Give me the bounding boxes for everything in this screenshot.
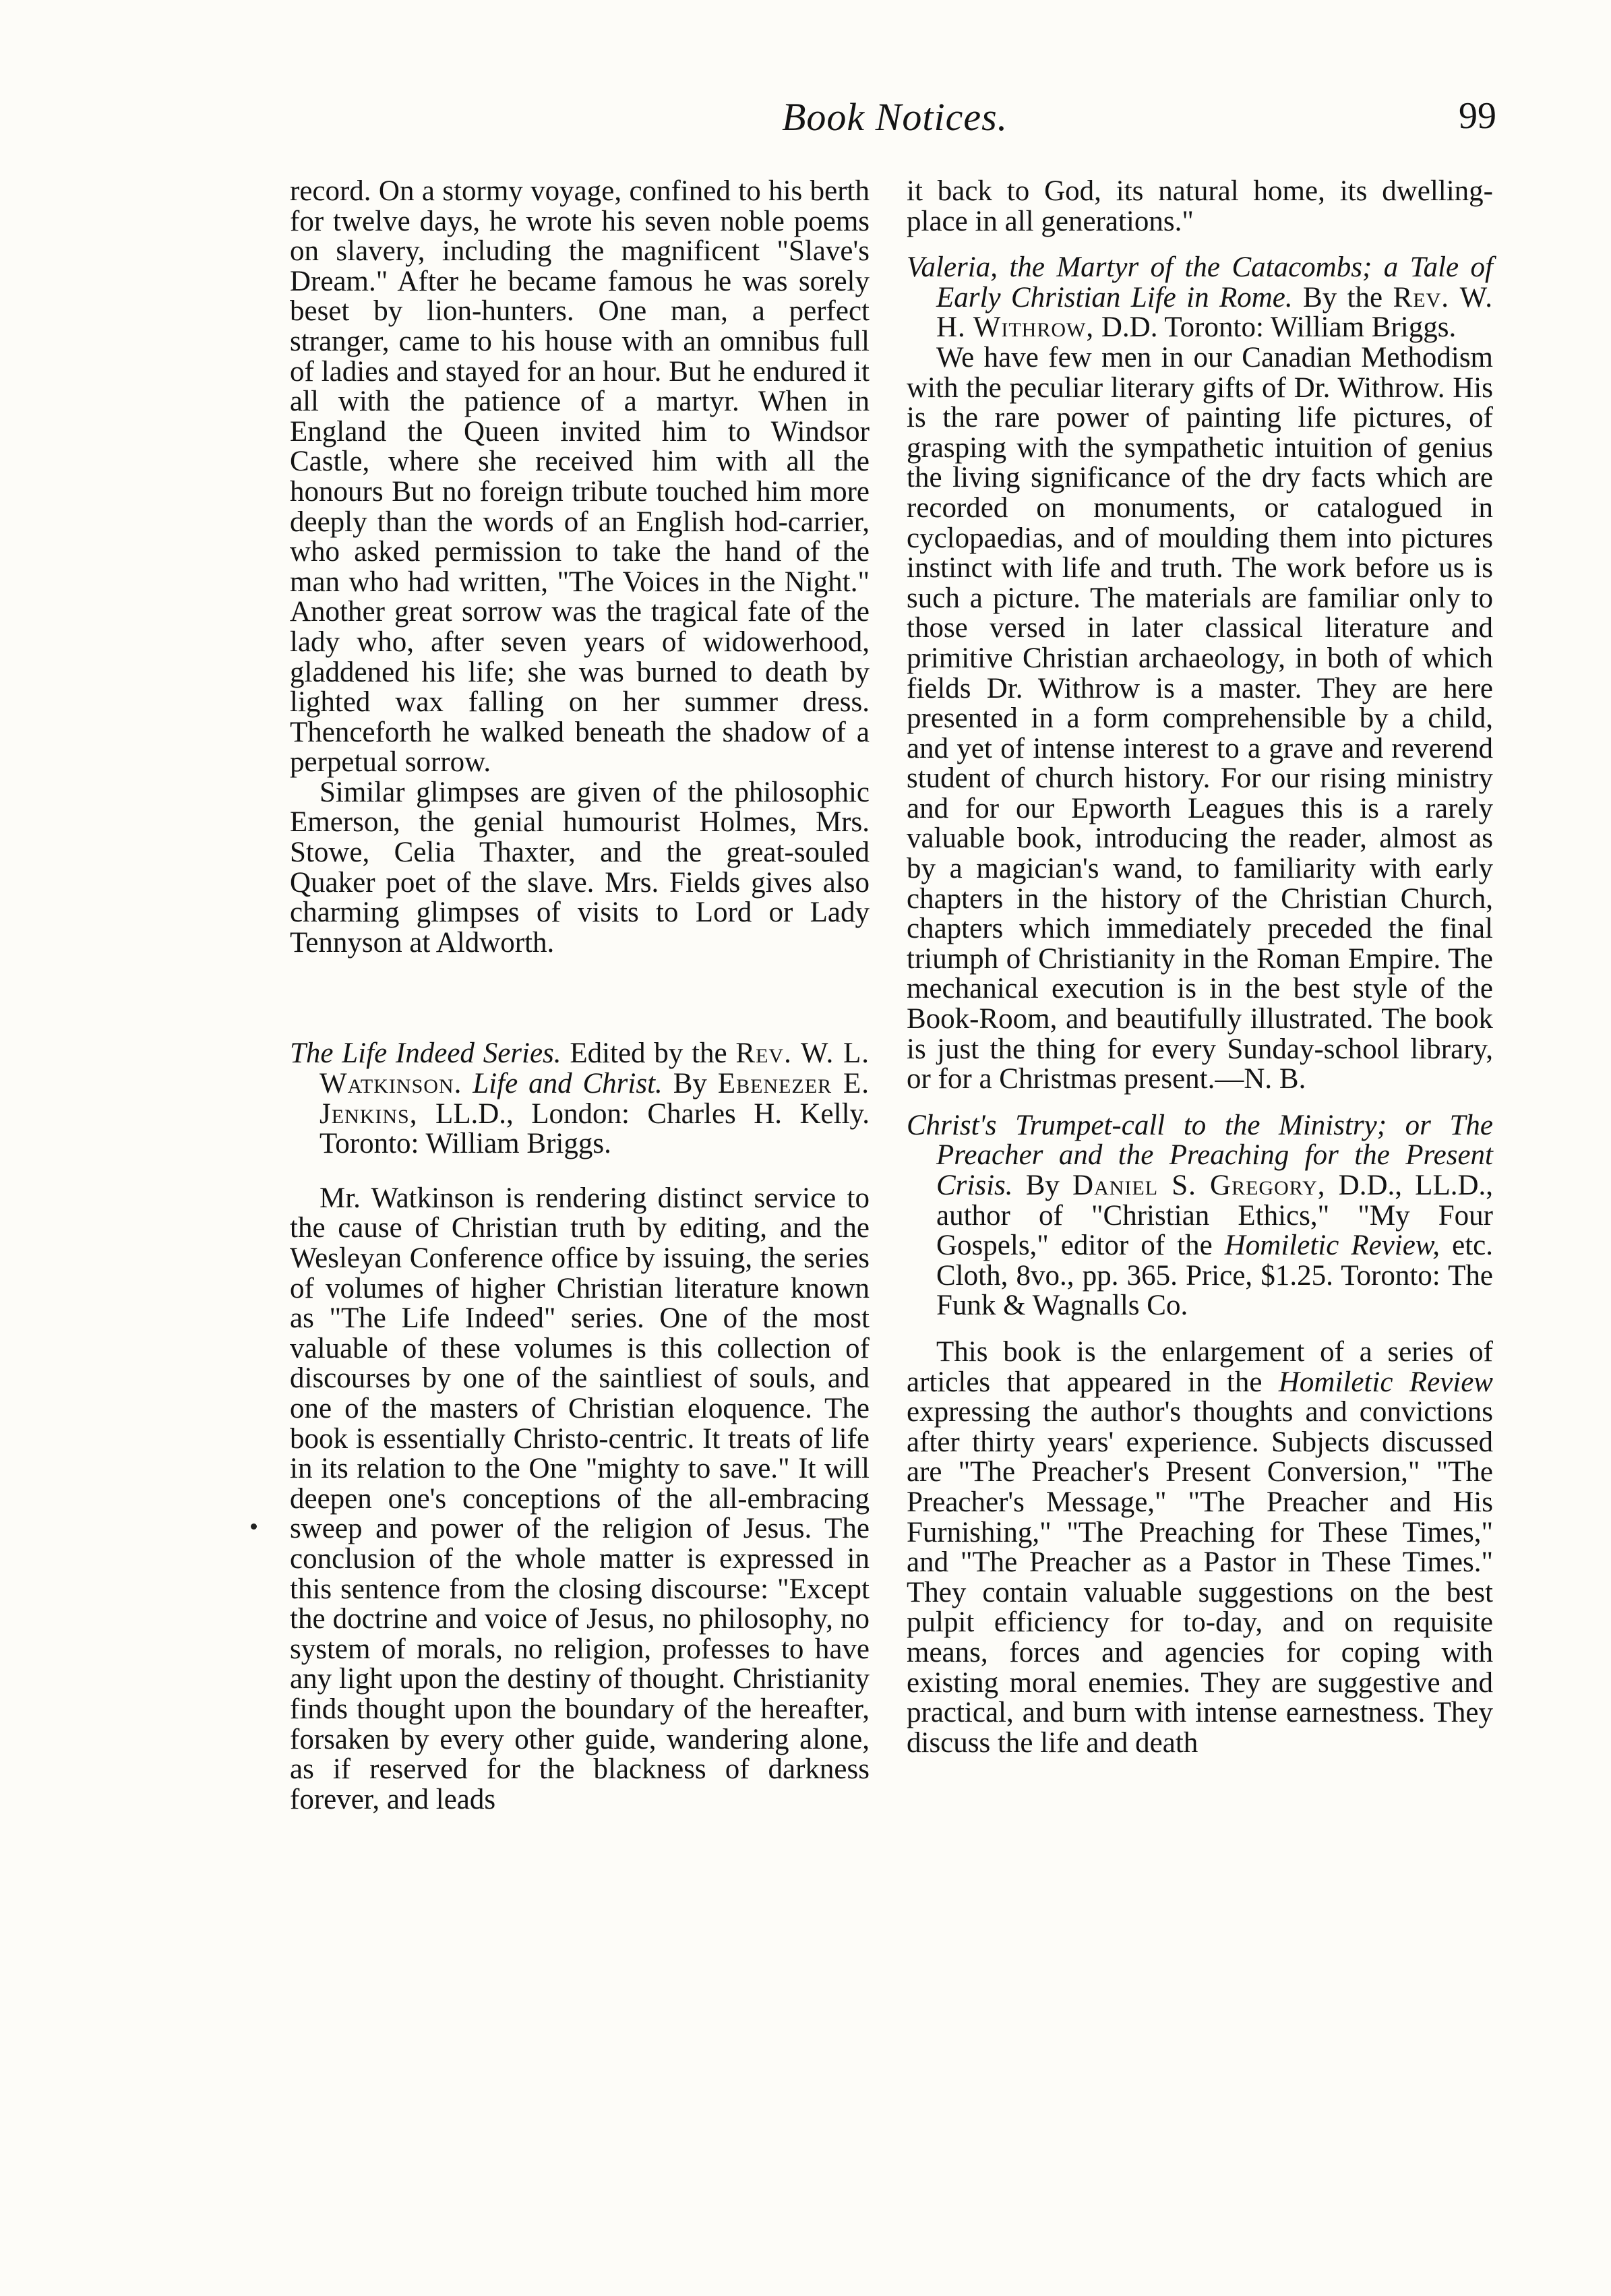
book-entry-life-indeed [290, 1039, 870, 1159]
series-title: The Life Indeed Series. [290, 1037, 561, 1070]
book-title: Christ's Trumpet-call to the Ministry; or The Preacher and the Preaching for the Present Crisis. [907, 1109, 1493, 1201]
imprint: LL.D., London: Charles H. Kelly. Toronto: William Briggs. [320, 1097, 870, 1160]
text-segment: expressing the author's thoughts and convictions after thirty years' experience. Subjects discussed are "The Preacher's Present Conversion," "The Preacher's Message," "The Preacher and His Furnishing," "The Preaching for These Times," and "The Preacher as a Pastor in These Times." They contain valuable suggestions on the best pulpit efficiency for to-day, and on requisite means, forces and agencies for coping with existing moral enemies. They are suggestive and practical, and burn with intense earnestness. They discuss the life and death [907, 1396, 1493, 1759]
right-column [907, 177, 1493, 1758]
author-name: Daniel S. Gregory, [1072, 1170, 1326, 1201]
section-gap [907, 237, 1493, 253]
edited-by: Edited by the [570, 1037, 727, 1070]
by-label: By [673, 1068, 707, 1100]
page-header [283, 94, 1496, 155]
author-name: Rev. W. H. Withrow, [936, 281, 1493, 344]
author-name: Ebenezer E. Jenkins, [320, 1068, 870, 1130]
review-title: Homiletic Review, [1224, 1230, 1440, 1262]
paragraph-longfellow-continued: record. On a stormy voyage, confined to his berth for twelve days, he wrote his seven noble poems on slavery, including the magnificent "Slave's Dream." After he became famous he was sorely beset by lion-hunters. One man, a perfect stranger, came to his house with an omnibus full of ladies and stayed for an hour. But he endured it all with the patience of a martyr. When in England the Queen invited him to Windsor Castle, where she received him with all the honours But no foreign tribute touched him more deeply than the words of an English hod-carrier, who asked permission to take the hand of the man who had written, "The Voices in the Night." Another great sorrow was the tragical fate of the lady who, after seven years of widowerhood, gladdened his life; she was burned to death by lighted wax falling on her summer dress. Thenceforth he walked beneath the shadow of a perpetual sorrow. [290, 175, 870, 779]
left-column [290, 177, 870, 1815]
book-title: Valeria, the Martyr of the Catacombs; a Tale of Early Christian Life in Rome. [907, 251, 1493, 313]
section-gap [907, 1321, 1493, 1337]
by-label: By [1025, 1170, 1060, 1201]
book-title: Life and Christ. [473, 1068, 663, 1100]
by-label: By the [1303, 281, 1383, 313]
review-title: Homiletic Review [1278, 1366, 1493, 1398]
imprint: etc. Cloth, 8vo., pp. 365. Price, $1.25. Toronto: The Funk & Wagnalls Co. [936, 1230, 1493, 1322]
section-gap [907, 1095, 1493, 1111]
running-title: Book Notices. [782, 95, 1008, 139]
paragraph-enlargement [907, 1337, 1493, 1758]
paragraph-continued: it back to God, its natural home, its dwelling-place in all generations." [907, 175, 1493, 237]
text-segment: This book is the enlargement of a series of articles that appeared in the [907, 1335, 1493, 1398]
paragraph-withrow: We have few men in our Canadian Methodism with the peculiar literary gifts of Dr. Withrow. His is the rare power of painting life pictures, of grasping with the sympathetic intuition of genius the living significance of the dry facts which are recorded on monuments, or catalogued in cyclopaedias, and of moulding them into pictures instinct with life and truth. The work before us is such a picture. The materials are familiar only to those versed in later classical literature and primitive Christian archaeology, in both of which fields Dr. Withrow is a master. They are here presented in a form comprehensible by a child, and yet of intense interest to a grave and reverend student of church history. For our rising ministry and for our Epworth Leagues this is a rarely valuable book, introducing the reader, almost as by a magician's wand, to familiarity with early chapters in the history of the Christian Church, chapters which immediately preceded the final triumph of Christianity in the Roman Empire. The mechanical execution is in the best style of the Book-Room, and beautifully illustrated. The book is just the thing for every Sunday-school library, or for a Christmas present.—N. B. [907, 341, 1493, 1095]
section-gap [290, 1159, 870, 1184]
book-entry-trumpet-call [907, 1111, 1493, 1321]
imprint: D.D. Toronto: William Briggs. [1101, 311, 1457, 344]
paragraph-watkinson: Mr. Watkinson is rendering distinct service to the cause of Christian truth by editing, and the Wesleyan Conference office by issuing, the series of volumes of higher Christian literature known as "The Life Indeed" series. One of the most valuable of these volumes is this collection of discourses by one of the saintliest of souls, and one of the masters of Christian eloquence. The book is essentially Christo-centric. It treats of life in its relation to the One "mighty to save." It will deepen one's conceptions of the all-embracing sweep and power of the religion of Jesus. The conclusion of the whole matter is expressed in this sentence from the closing discourse: "Except the doctrine and voice of Jesus, no philosophy, no system of morals, no religion, professes to have any light upon the destiny of thought. Christianity finds thought upon the boundary of the hereafter, forsaken by every other guide, wandering alone, as if reserved for the blackness of darkness forever, and leads [290, 1182, 870, 1815]
editor-name: Rev. W. L. Watkinson. [320, 1037, 870, 1100]
paragraph-similar-glimpses: Similar glimpses are given of the philosophic Emerson, the genial humourist Holmes, Mrs. Stowe, Celia Thaxter, and the great-souled Quaker poet of the slave. Mrs. Fields gives also charming glimpses of visits to Lord or Lady Tennyson at Aldworth. [290, 776, 870, 959]
section-gap [290, 958, 870, 1039]
page-number: 99 [1459, 95, 1496, 137]
author-credentials: D.D., LL.D., author of "Christian Ethics," "My Four Gospels," editor of the [936, 1170, 1494, 1262]
margin-dot [251, 1523, 257, 1530]
book-entry-valeria [907, 253, 1493, 343]
